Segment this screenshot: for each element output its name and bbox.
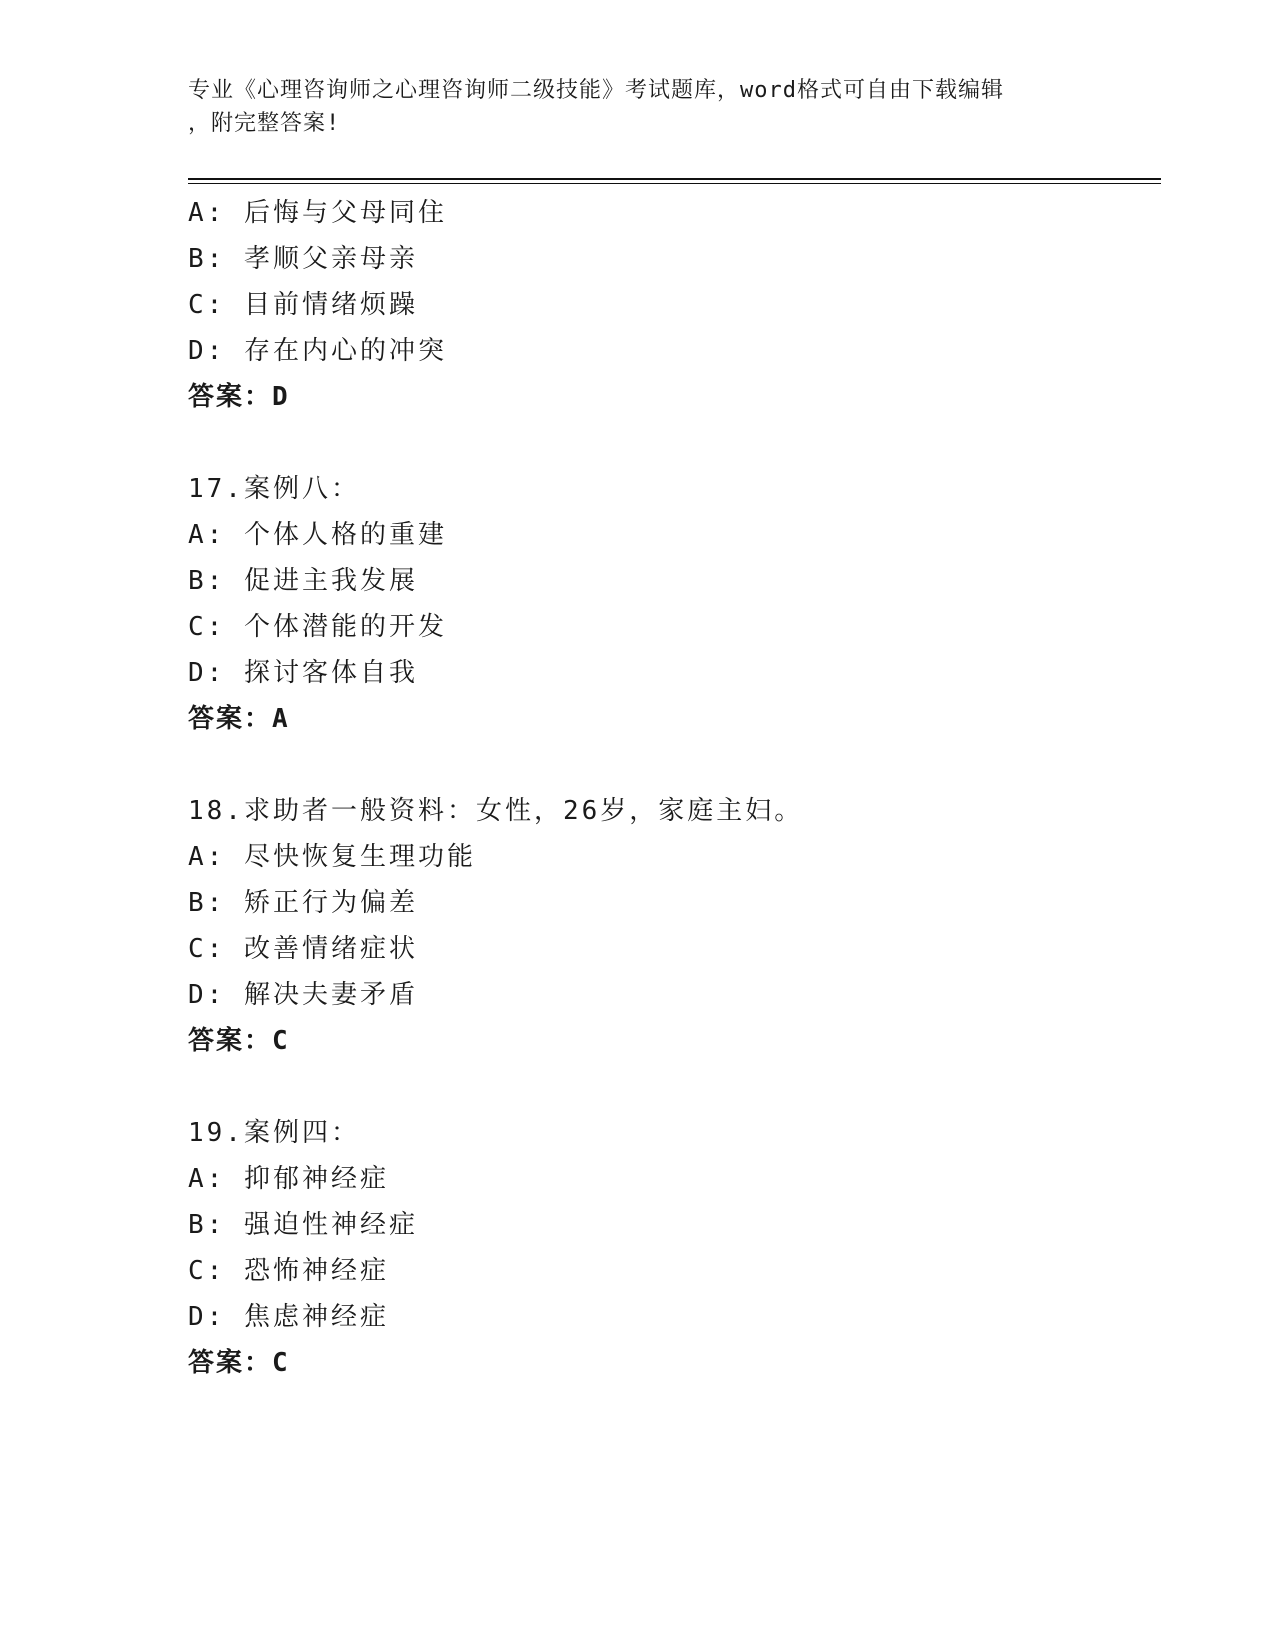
answer-line: 答案：A — [188, 704, 290, 734]
document-header — [188, 74, 1088, 140]
question-list — [188, 190, 1161, 1386]
header-line-2: ，附完整答案! — [188, 111, 341, 136]
option-d: D: 解决夫妻矛盾 — [188, 980, 418, 1010]
option-c: C: 恐怖神经症 — [188, 1256, 389, 1286]
answer-line: 答案：C — [188, 1026, 290, 1056]
question-stem: 18.求助者一般资料：女性，26岁，家庭主妇。 — [188, 796, 804, 826]
option-a: A: 抑郁神经症 — [188, 1164, 389, 1194]
option-a: A: 后悔与父母同住 — [188, 198, 447, 228]
option-c: C: 个体潜能的开发 — [188, 612, 447, 642]
block-spacer — [188, 420, 1161, 466]
option-c: C: 改善情绪症状 — [188, 934, 418, 964]
option-d: D: 探讨客体自我 — [188, 658, 418, 688]
block-spacer — [188, 1064, 1161, 1110]
option-b: B: 强迫性神经症 — [188, 1210, 418, 1240]
question-stem: 19.案例四： — [188, 1118, 360, 1148]
question-block — [188, 466, 1161, 742]
block-spacer — [188, 742, 1161, 788]
question-block — [188, 788, 1161, 1064]
question-stem: 17.案例八： — [188, 474, 360, 504]
option-b: B: 促进主我发展 — [188, 566, 418, 596]
option-d: D: 存在内心的冲突 — [188, 336, 447, 366]
question-block — [188, 1110, 1161, 1386]
option-d: D: 焦虑神经症 — [188, 1302, 389, 1332]
header-line-1: 专业《心理咨询师之心理咨询师二级技能》考试题库，word格式可自由下载编辑 — [188, 78, 1004, 103]
option-c: C: 目前情绪烦躁 — [188, 290, 418, 320]
question-block — [188, 190, 1161, 420]
option-a: A: 个体人格的重建 — [188, 520, 447, 550]
answer-line: 答案：C — [188, 1348, 290, 1378]
option-a: A: 尽快恢复生理功能 — [188, 842, 476, 872]
header-divider-thick — [188, 178, 1161, 180]
option-b: B: 矫正行为偏差 — [188, 888, 418, 918]
header-divider-thin — [188, 183, 1161, 184]
answer-line: 答案：D — [188, 382, 290, 412]
option-b: B: 孝顺父亲母亲 — [188, 244, 418, 274]
